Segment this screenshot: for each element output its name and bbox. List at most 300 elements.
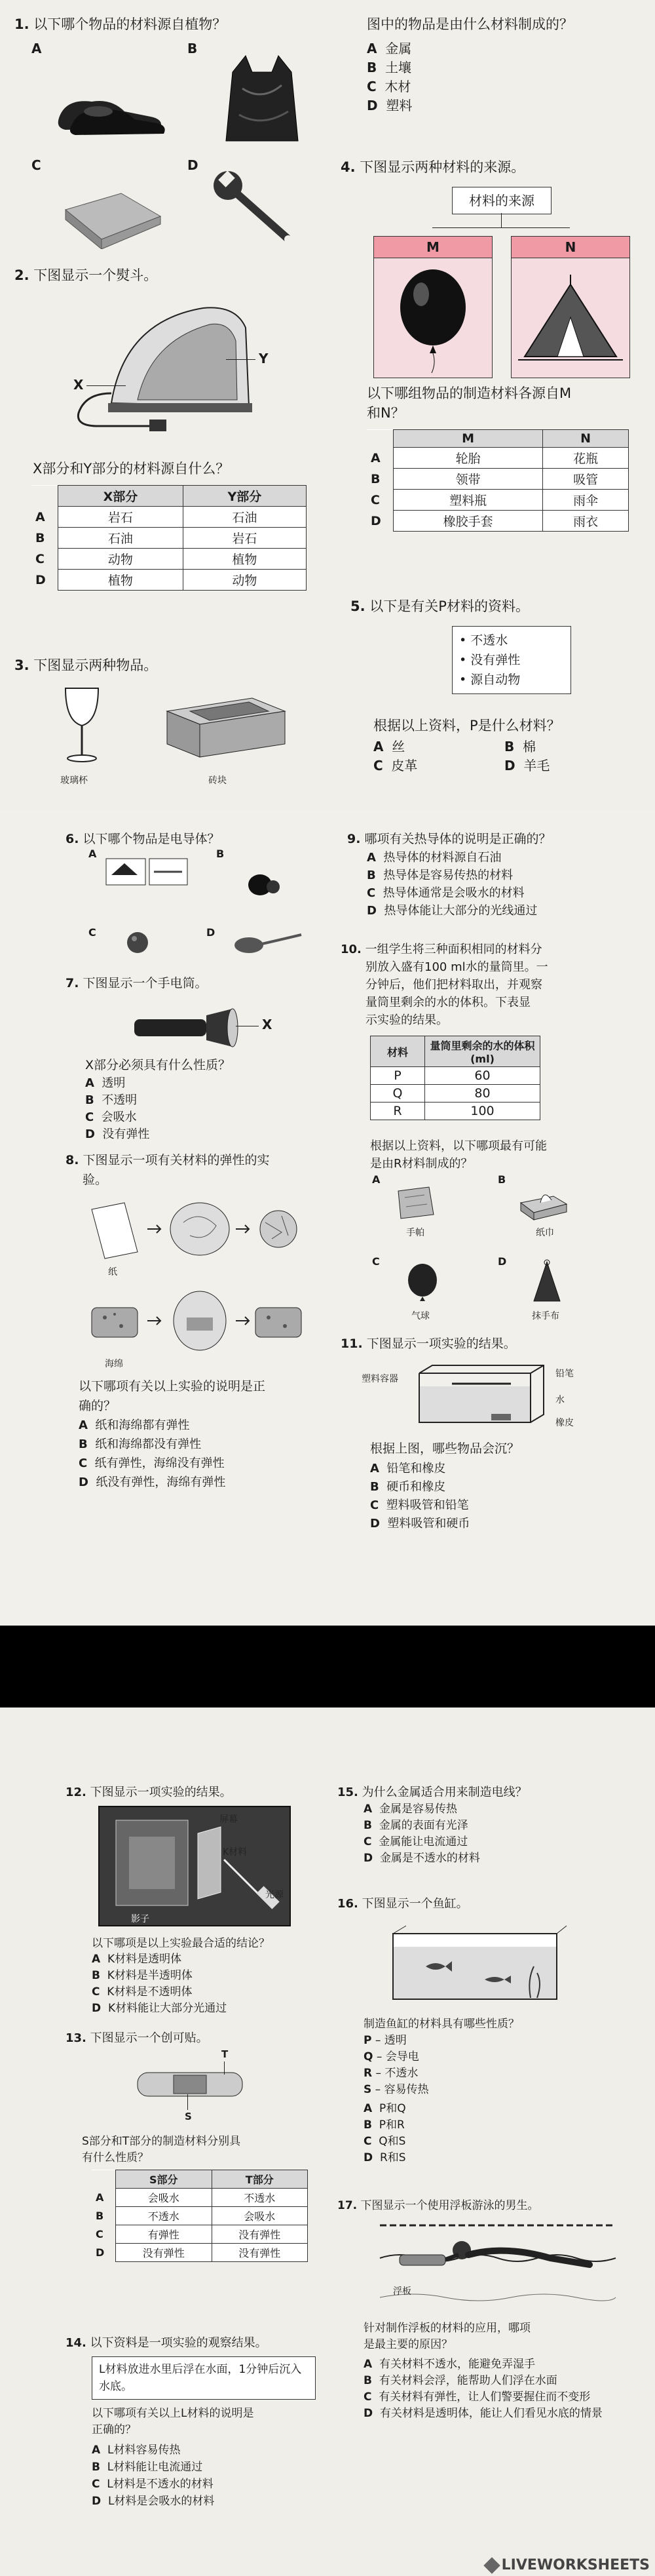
bandage-image[interactable] xyxy=(134,2065,246,2104)
question-text: 以下资料是一项实验的观察结果。 xyxy=(90,2336,267,2350)
question-6 xyxy=(66,829,220,849)
table-row[interactable] xyxy=(92,2244,308,2262)
question-text: 下图显示一个手电筒。 xyxy=(83,976,208,990)
row-label: B xyxy=(31,528,58,549)
row-label: C xyxy=(31,549,58,570)
option-letter: D xyxy=(364,2151,373,2164)
option-text: P和R xyxy=(379,2118,405,2132)
option[interactable] xyxy=(79,1473,225,1492)
option-text: 塑料吸管和硬币 xyxy=(387,1517,470,1531)
question-text: 下图显示两种物品。 xyxy=(33,657,158,673)
table-row[interactable] xyxy=(31,570,307,591)
row-label: A xyxy=(367,448,394,469)
option[interactable] xyxy=(367,902,537,920)
option-letter: A xyxy=(364,1803,373,1816)
option[interactable] xyxy=(85,1075,149,1092)
option[interactable] xyxy=(364,2101,406,2117)
option-letter: C xyxy=(373,758,383,773)
question-number: 16. xyxy=(337,1897,358,1911)
pacifier-image[interactable] xyxy=(246,868,285,901)
q3-options xyxy=(367,39,412,115)
row-label: C xyxy=(92,2225,116,2244)
question-text: 下图显示一个熨斗。 xyxy=(33,267,158,283)
liveworksheets-logo[interactable] xyxy=(486,2557,650,2573)
table-cell: 吸管 xyxy=(543,469,629,490)
property-text: 会导电 xyxy=(385,2050,419,2063)
q3-continued-question: 图中的物品是由什么材料制成的？ xyxy=(367,16,573,32)
option-text: 硬币和橡皮 xyxy=(386,1480,446,1494)
flashlight-image[interactable] xyxy=(121,1000,252,1052)
option-letter: C xyxy=(364,1835,372,1848)
option-text: 气球 xyxy=(411,1311,430,1321)
option-letter: C xyxy=(364,2391,372,2404)
row-label: D xyxy=(92,2244,116,2262)
question-text: 下图显示一个创可贴。 xyxy=(90,2031,208,2045)
option[interactable] xyxy=(79,1416,225,1435)
option-text: 纸有弹性，海绵没有弹性 xyxy=(94,1456,225,1470)
item-label: 砖块 xyxy=(208,775,227,786)
blank-header xyxy=(92,2170,116,2189)
option[interactable] xyxy=(364,1818,480,1834)
info-bullet: • 没有弹性 xyxy=(459,653,521,667)
option-letter: B xyxy=(85,1093,94,1107)
table-cell: 石油 xyxy=(183,507,306,528)
option[interactable] xyxy=(370,1478,470,1496)
option-text: 塑料吸管和铅笔 xyxy=(386,1498,469,1512)
option-text: 棉 xyxy=(522,739,536,754)
option[interactable] xyxy=(367,884,537,902)
option[interactable] xyxy=(92,2476,214,2493)
option-text: 纸没有弹性，海绵有弹性 xyxy=(96,1475,226,1489)
row-label: A xyxy=(31,507,58,528)
option-letter: A xyxy=(364,2102,373,2115)
table-cell: 没有弹性 xyxy=(212,2244,308,2262)
pencil-label: 铅笔 xyxy=(555,1369,574,1379)
option-text: K材料是不透明体 xyxy=(107,1985,193,1999)
water-label: 水 xyxy=(555,1395,565,1405)
option-letter: A xyxy=(367,851,376,865)
q12-options xyxy=(92,1951,227,2017)
option-text: 热导体能让大部分的光线通过 xyxy=(384,904,538,918)
table-cell: 植物 xyxy=(58,570,183,591)
option[interactable] xyxy=(364,1834,480,1850)
q12-question: 以下哪项是以上实验最合适的结论？ xyxy=(92,1937,270,1950)
property-text: 不透水 xyxy=(384,2067,419,2080)
option-text: K材料是透明体 xyxy=(107,1953,182,1966)
light-source-label: 光源 xyxy=(265,1890,284,1900)
iron-image[interactable] xyxy=(72,295,269,433)
table-cell: 橡胶手套 xyxy=(394,511,543,532)
option[interactable] xyxy=(364,2406,639,2422)
label-x: X xyxy=(73,377,84,393)
logo-text: LIVEWORKSHEETS xyxy=(501,2557,650,2573)
q10-question-line: 是由R材料制成的？ xyxy=(370,1157,473,1171)
option-text: 抹手布 xyxy=(532,1311,559,1321)
option-letter: D xyxy=(92,2495,102,2508)
option[interactable] xyxy=(370,1496,470,1515)
swimmer-image[interactable] xyxy=(373,2219,622,2317)
option-text: 木材 xyxy=(384,79,411,94)
option[interactable] xyxy=(85,1109,149,1126)
q14-question xyxy=(92,2406,253,2438)
option[interactable] xyxy=(367,58,412,77)
option-letter: A xyxy=(92,1953,101,1966)
option[interactable] xyxy=(92,2442,214,2459)
connector xyxy=(432,227,570,228)
table-cell: 没有弹性 xyxy=(212,2225,308,2244)
fish-tank-image[interactable] xyxy=(386,1921,570,2006)
option-letter: B xyxy=(92,2461,100,2474)
table-header: 材料 xyxy=(371,1036,425,1067)
option[interactable] xyxy=(373,756,504,775)
question-text-line: 别放入盛有100 ml水的量筒里。一 xyxy=(365,960,548,974)
option[interactable] xyxy=(504,756,550,775)
option-text: 纸和海绵都有弹性 xyxy=(95,1418,190,1432)
label-t-leader xyxy=(224,2061,225,2075)
connector xyxy=(501,213,502,227)
option[interactable] xyxy=(92,2493,214,2510)
question-text: 下图显示两种材料的来源。 xyxy=(360,159,525,175)
handkerchief-image[interactable] xyxy=(393,1183,439,1222)
option-letter: B xyxy=(79,1437,88,1451)
option[interactable] xyxy=(92,1951,227,1968)
option-label-c: C xyxy=(88,926,96,939)
option[interactable] xyxy=(367,849,537,867)
question-number: 5. xyxy=(350,598,365,614)
label-x: X xyxy=(262,1017,272,1032)
label-s: S xyxy=(185,2111,192,2122)
option[interactable] xyxy=(92,1984,227,2000)
table-row[interactable] xyxy=(31,507,307,528)
question-15 xyxy=(337,1783,527,1803)
table-cell: 动物 xyxy=(58,549,183,570)
option-label-b: B xyxy=(187,41,198,56)
question-14 xyxy=(66,2333,267,2353)
row-label: D xyxy=(31,570,58,591)
option-text: 土壤 xyxy=(384,60,411,75)
paper-experiment-image[interactable] xyxy=(85,1196,308,1262)
logo-icon xyxy=(483,2557,500,2573)
option[interactable] xyxy=(92,1968,227,1984)
label-y-leader xyxy=(226,359,255,360)
option-letter: B xyxy=(364,2118,372,2132)
option-letter: C xyxy=(92,1985,100,1999)
option-text: 透明 xyxy=(102,1076,126,1090)
q14-question-line: 以下哪项有关以上L材料的说明是 xyxy=(92,2407,254,2420)
option[interactable] xyxy=(364,2389,639,2406)
ball-image[interactable] xyxy=(124,929,151,956)
option[interactable] xyxy=(79,1454,225,1473)
question-text: 下图显示一项实验的结果。 xyxy=(90,1786,232,1799)
water-container-image[interactable] xyxy=(413,1360,550,1432)
table-header: Y部分 xyxy=(183,486,306,507)
table-cell: 雨衣 xyxy=(543,511,629,532)
l-material-observation-box: L材料放进水里后浮在水面，1分钟后沉入水底。 xyxy=(92,2356,316,2400)
plastic-bag-image[interactable] xyxy=(216,49,308,147)
option-text: 皮革 xyxy=(391,758,418,773)
option-text: 金属是不透水的材料 xyxy=(379,1852,480,1865)
question-text-line: 量筒里剩余的水的体积。下表显 xyxy=(365,996,531,1009)
sponge-experiment-image[interactable] xyxy=(85,1288,308,1354)
table-cell: 花瓶 xyxy=(543,448,629,469)
table-cell: 岩石 xyxy=(183,528,306,549)
sponge-label: 海绵 xyxy=(105,1359,123,1369)
option[interactable] xyxy=(364,2150,406,2166)
tent-image[interactable] xyxy=(512,258,629,376)
hand-towel-image[interactable] xyxy=(531,1259,563,1308)
table-cell: 会吸水 xyxy=(116,2189,212,2207)
wine-glass-image[interactable] xyxy=(59,685,105,767)
option-text: L材料容易传热 xyxy=(107,2444,181,2457)
table-row[interactable] xyxy=(31,528,307,549)
screen-label: 屏幕 xyxy=(219,1814,238,1825)
item-label: 玻璃杯 xyxy=(60,775,88,786)
option-letter: A xyxy=(373,739,384,754)
option[interactable] xyxy=(370,1515,470,1533)
option[interactable] xyxy=(364,2356,639,2373)
option-letter: B xyxy=(370,1480,379,1494)
q5-question: 根据以上资料，P是什么材料？ xyxy=(373,718,561,733)
option-letter: C xyxy=(364,2135,372,2148)
table-row[interactable] xyxy=(92,2189,308,2207)
balloon-image[interactable] xyxy=(403,1262,442,1308)
option[interactable] xyxy=(364,2134,406,2150)
option-letter: C xyxy=(370,1498,379,1512)
option-text: P和Q xyxy=(379,2102,406,2115)
q4-answer-table xyxy=(367,429,629,532)
option-text: 会吸水 xyxy=(101,1110,137,1124)
question-number: 10. xyxy=(341,943,362,956)
question-text-line: 示实验的结果。 xyxy=(365,1013,448,1027)
option-text: 不透明 xyxy=(102,1093,138,1107)
info-bullet: • 源自动物 xyxy=(459,673,521,687)
question-5 xyxy=(350,596,529,616)
table-cell: P xyxy=(371,1067,425,1085)
table-row[interactable] xyxy=(92,2225,308,2244)
option-letter: D xyxy=(364,1852,373,1865)
worksheet-page-3 xyxy=(0,1708,655,2576)
q7-question: X部分必须具有什么性质？ xyxy=(85,1058,231,1072)
spoon-image[interactable] xyxy=(233,931,305,957)
option-label-b: B xyxy=(498,1173,506,1186)
property-item: P – 透明 xyxy=(364,2034,407,2047)
table-cell: Q xyxy=(371,1085,425,1103)
q17-question-line: 是最主要的原因？ xyxy=(364,2338,453,2351)
option-letter: B xyxy=(504,739,515,754)
table-cell: R xyxy=(371,1103,425,1120)
option-text: 羊毛 xyxy=(523,758,550,773)
table-header: S部分 xyxy=(116,2170,212,2189)
property-letter: R xyxy=(364,2067,373,2080)
q4-question xyxy=(367,383,571,423)
q9-options xyxy=(367,849,537,920)
option[interactable] xyxy=(85,1126,149,1143)
worksheet-page-2 xyxy=(0,810,655,1626)
option[interactable] xyxy=(364,2373,639,2389)
option-text: L材料能让电流通过 xyxy=(107,2461,203,2474)
option-text: 热导体的材料源自石油 xyxy=(383,851,502,865)
brick-image[interactable] xyxy=(160,692,291,764)
option-letter: C xyxy=(367,79,377,94)
q16-question: 制造鱼缸的材料具有哪些性质？ xyxy=(364,2018,519,2031)
question-number: 7. xyxy=(66,976,79,990)
table-header: X部分 xyxy=(58,486,183,507)
table-cell: 石油 xyxy=(58,528,183,549)
table-row[interactable] xyxy=(367,490,629,511)
source-m-box xyxy=(373,236,493,378)
q17-question-line: 针对制作浮板的材料的应用，哪项 xyxy=(364,2322,531,2335)
worksheet-page-1 xyxy=(0,0,655,810)
row-label: B xyxy=(92,2207,116,2225)
option[interactable] xyxy=(92,2459,214,2476)
q13-question-line: S部分和T部分的制造材料分别具 xyxy=(82,2135,241,2148)
question-13 xyxy=(66,2029,208,2048)
option-text: 塑料 xyxy=(386,98,413,113)
bullet-text: 没有弹性 xyxy=(470,653,521,667)
question-10 xyxy=(341,941,548,1029)
q14-question-line: 正确的？ xyxy=(92,2423,136,2436)
option[interactable] xyxy=(367,867,537,884)
question-17 xyxy=(337,2196,539,2215)
question-text: 以下是有关P材料的资料。 xyxy=(369,598,529,614)
question-text-line: 一组学生将三种面积相同的材料分 xyxy=(365,943,542,956)
table-cell: 80 xyxy=(425,1085,540,1103)
table-cell: 动物 xyxy=(183,570,306,591)
map-sticker-image[interactable] xyxy=(105,855,190,888)
table-row xyxy=(371,1067,540,1085)
option[interactable] xyxy=(364,1850,480,1867)
table-row[interactable] xyxy=(367,448,629,469)
option-label-c: C xyxy=(31,157,41,173)
q13-answer-table xyxy=(92,2170,308,2262)
q16-options xyxy=(364,2101,406,2166)
option-letter: A xyxy=(92,2444,101,2457)
leather-shoes-image[interactable] xyxy=(52,72,170,138)
q2-question: X部分和Y部分的材料源自什么？ xyxy=(33,461,230,477)
question-number: 6. xyxy=(66,832,79,846)
option[interactable] xyxy=(373,737,504,756)
option-text: 丝 xyxy=(392,739,405,754)
q11-options xyxy=(370,1460,470,1533)
question-text: 为什么金属适合用来制造电线？ xyxy=(362,1786,527,1799)
label-t: T xyxy=(221,2048,229,2060)
q10-question-line: 根据以上资料，以下哪项最有可能 xyxy=(370,1139,547,1153)
option-text: 金属是容易传热 xyxy=(379,1803,457,1816)
box-title: M xyxy=(374,237,492,258)
balloon-image[interactable] xyxy=(374,258,492,376)
question-text: 下图显示一个鱼缸。 xyxy=(362,1897,468,1911)
option-text: L材料是会吸水的材料 xyxy=(107,2495,215,2508)
option-letter: B xyxy=(367,60,377,75)
row-label: B xyxy=(367,469,394,490)
option[interactable] xyxy=(370,1460,470,1478)
question-3 xyxy=(14,655,157,675)
option-letter: C xyxy=(79,1456,88,1470)
option-letter: C xyxy=(367,886,376,900)
materials-source-title: 材料的来源 xyxy=(452,187,552,214)
option[interactable] xyxy=(367,39,412,58)
property-item: Q – 会导电 xyxy=(364,2050,419,2063)
option-letter: A xyxy=(364,2358,373,2371)
row-label: C xyxy=(367,490,394,511)
table-cell: 不透水 xyxy=(212,2189,308,2207)
question-text: 下图显示一项实验的结果。 xyxy=(366,1337,516,1351)
option-label-d: D xyxy=(498,1255,507,1268)
option-letter: B xyxy=(364,2374,372,2387)
table-header: N xyxy=(543,430,629,448)
bullet-text: 源自动物 xyxy=(470,673,521,687)
q11-question: 根据上图，哪些物品会沉？ xyxy=(370,1441,520,1456)
option[interactable] xyxy=(85,1092,149,1109)
question-9 xyxy=(347,829,552,849)
option[interactable] xyxy=(367,77,412,96)
table-cell: 塑料瓶 xyxy=(394,490,543,511)
eraser-label: 橡皮 xyxy=(555,1418,574,1428)
q13-question-line: 有什么性质？ xyxy=(82,2151,149,2164)
option-text: Q和S xyxy=(379,2135,406,2148)
property-item: S – 容易传热 xyxy=(364,2083,429,2096)
table-row[interactable] xyxy=(31,549,307,570)
option[interactable] xyxy=(367,96,412,115)
option-label-d: D xyxy=(187,157,198,173)
option-letter: D xyxy=(504,758,515,773)
table-header: 量筒里剩余的水的体积 (ml) xyxy=(425,1036,540,1067)
question-2 xyxy=(14,265,157,285)
label-s-leader xyxy=(187,2094,188,2110)
option-text: 金属能让电流通过 xyxy=(379,1835,468,1848)
option-letter: D xyxy=(364,2407,373,2420)
option-letter: B xyxy=(367,868,376,882)
option-text: 铅笔和橡皮 xyxy=(386,1462,446,1475)
option-text: L材料是不透水的材料 xyxy=(107,2478,214,2491)
option[interactable] xyxy=(364,1801,480,1818)
option[interactable] xyxy=(92,2000,227,2017)
towel-image[interactable] xyxy=(56,184,167,249)
option-letter: D xyxy=(370,1517,380,1531)
table-cell: 会吸水 xyxy=(212,2207,308,2225)
option-label-b: B xyxy=(216,848,225,860)
property-letter: Q xyxy=(364,2050,373,2063)
option-text: 热导体是容易传热的材料 xyxy=(383,868,514,882)
property-letter: S xyxy=(364,2083,372,2096)
question-number: 8. xyxy=(66,1153,79,1167)
spanner-image[interactable] xyxy=(210,167,308,252)
option-label-a: A xyxy=(372,1173,381,1186)
option-letter: D xyxy=(85,1127,95,1141)
table-row[interactable] xyxy=(92,2207,308,2225)
q4-question-line: 以下哪组物品的制造材料各源自M xyxy=(367,385,572,401)
option-text: 有关材料是透明体，能让人们看见水底的情景 xyxy=(379,2407,603,2420)
question-text: 哪项有关热导体的说明是正确的？ xyxy=(364,832,552,846)
question-4 xyxy=(341,157,525,177)
tissue-box-image[interactable] xyxy=(517,1183,570,1222)
table-row[interactable] xyxy=(367,511,629,532)
table-row xyxy=(371,1085,540,1103)
option-text: 纸和海绵都没有弹性 xyxy=(95,1437,202,1451)
option[interactable] xyxy=(79,1435,225,1454)
q12-experiment-image[interactable] xyxy=(98,1806,291,1926)
option-label-c: C xyxy=(372,1255,380,1268)
option-letter: A xyxy=(370,1462,379,1475)
q2-answer-table xyxy=(31,485,307,591)
table-cell: 100 xyxy=(425,1103,540,1120)
option[interactable] xyxy=(504,737,536,756)
option-text: 有关材料不透水，能避免弄湿手 xyxy=(379,2358,535,2371)
option-letter: C xyxy=(92,2478,100,2491)
option[interactable] xyxy=(364,2117,406,2134)
table-row[interactable] xyxy=(367,469,629,490)
question-number: 4. xyxy=(341,159,356,175)
